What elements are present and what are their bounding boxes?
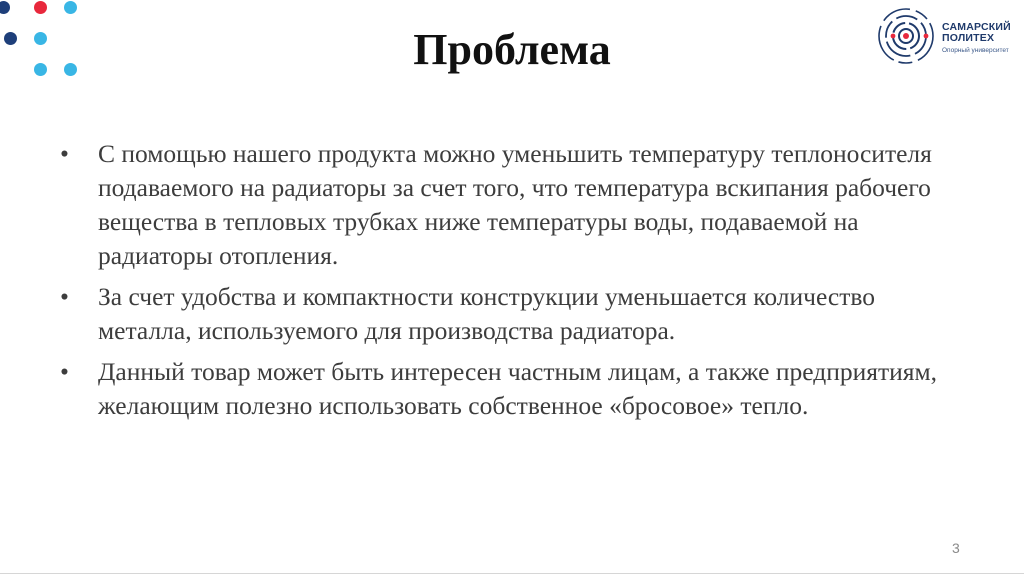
page-number: 3 xyxy=(952,540,960,556)
concentric-orbit-circles-icon xyxy=(876,4,942,68)
university-logo xyxy=(876,4,1016,68)
list-item xyxy=(58,280,958,348)
bullet-icon: • xyxy=(60,139,69,168)
logo-wordmark xyxy=(942,22,1011,56)
logo-line-2: ПОЛИТЕХ xyxy=(942,32,995,44)
list-item xyxy=(58,137,958,273)
bullet-text: Данный товар может быть интересен частным лицам, а также предприятиям, желающим полезно использовать собственное «бросовое» тепло. xyxy=(98,357,938,420)
slide-title: Проблема xyxy=(413,25,611,74)
dot-icon xyxy=(0,1,10,14)
list-item xyxy=(58,355,958,423)
logo-tagline: Опорный университет xyxy=(942,47,1009,54)
dot-icon xyxy=(64,1,77,14)
bullet-list xyxy=(58,137,958,430)
bullet-text: За счет удобства и компактности конструкции уменьшается количество металла, используемого для производства радиатора. xyxy=(98,282,875,345)
logo-line-1: САМАРСКИЙ xyxy=(942,21,1011,33)
bullet-icon: • xyxy=(60,282,69,311)
dot-icon xyxy=(34,1,47,14)
bullet-text: С помощью нашего продукта можно уменьшить температуру теплоносителя подаваемого на радиаторы за счет того, что температура вскипания рабочего вещества в тепловых трубках ниже температуры воды, подаваемой на радиаторы отопления. xyxy=(98,139,932,270)
bullet-icon: • xyxy=(60,357,69,386)
